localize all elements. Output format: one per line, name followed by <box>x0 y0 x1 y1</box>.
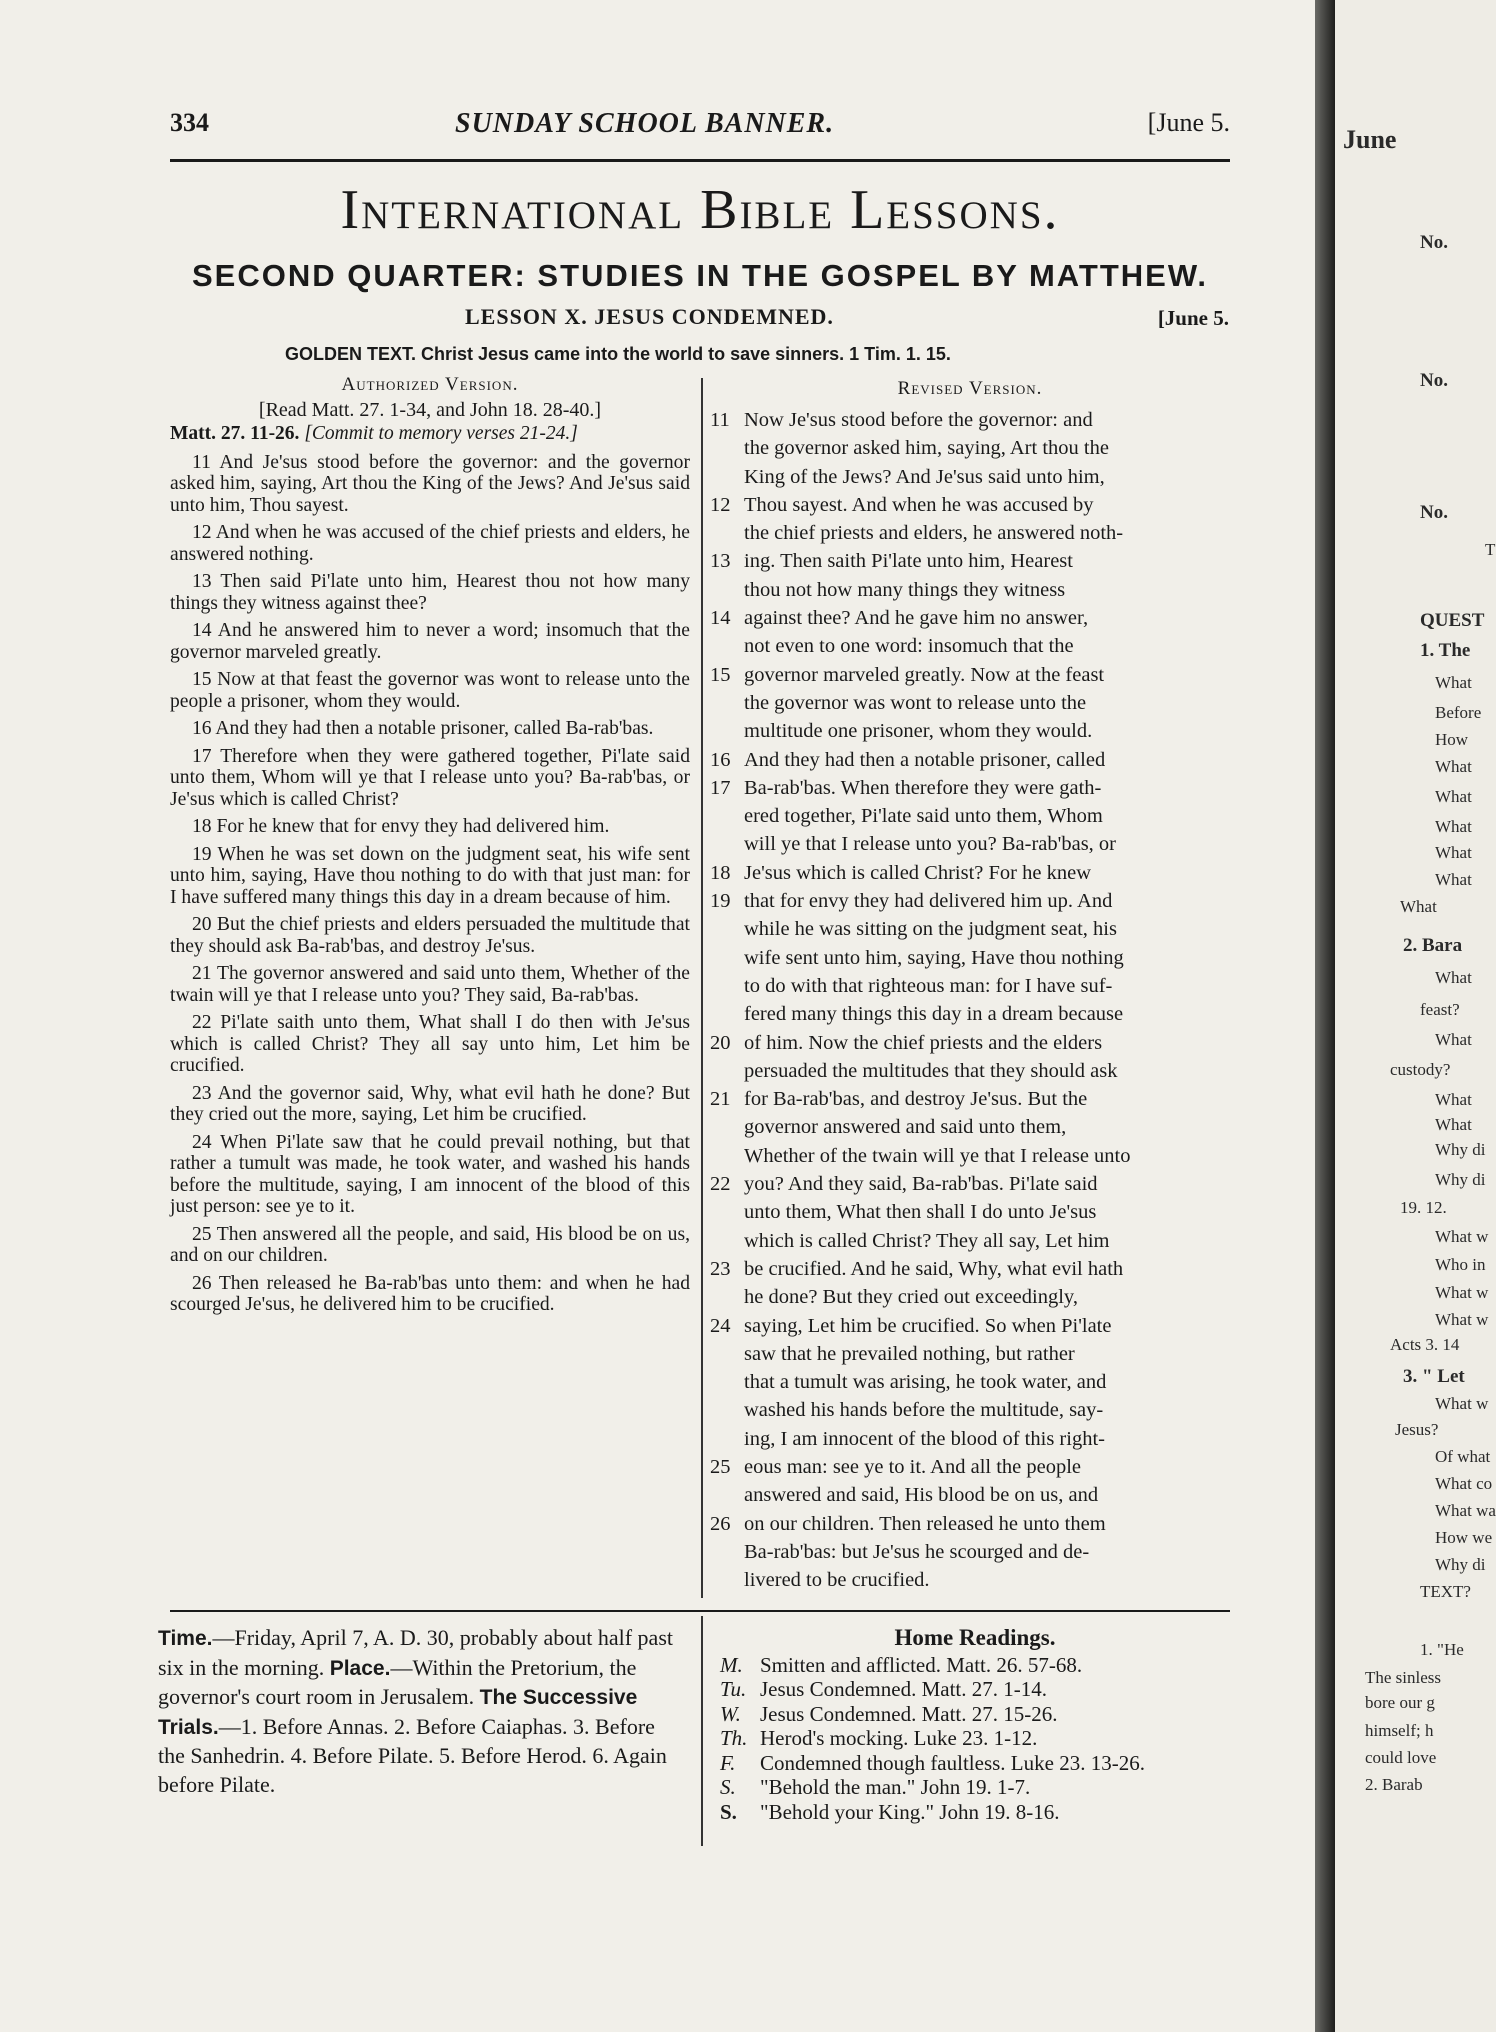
facing-page-fragment: T <box>1485 540 1496 559</box>
facing-page-edge <box>1335 0 1496 2032</box>
rv-line-text: persuaded the multitudes that they should ask <box>744 1059 1118 1082</box>
home-reading-item <box>720 1775 1230 1800</box>
rv-line-text: Ba-rab'bas. When therefore they were gath- <box>744 776 1102 799</box>
rv-line-text: governor marveled greatly. Now at the feast <box>744 663 1105 686</box>
rv-verse-number: 20 <box>710 1031 731 1054</box>
facing-page-fragment: What <box>1435 1090 1472 1109</box>
rv-line-text: to do with that righteous man: for I have suf- <box>744 974 1113 997</box>
rv-line-text: ing, I am innocent of the blood of this right- <box>744 1427 1105 1450</box>
rv-line-text: thou not how many things they witness <box>744 578 1066 601</box>
book-gutter <box>1315 0 1335 2032</box>
rv-line <box>710 1198 1230 1226</box>
facing-page-fragment: June <box>1343 125 1397 154</box>
facing-page-fragment: Why di <box>1435 1170 1486 1189</box>
rv-line <box>710 1340 1230 1368</box>
facing-page-fragment: What <box>1435 1115 1472 1134</box>
rv-line-text: that for envy they had delivered him up. And <box>744 890 1113 913</box>
header-rule <box>170 159 1230 162</box>
reading-day: M. <box>720 1652 743 1677</box>
facing-page-fragment: The sinless <box>1365 1668 1442 1687</box>
facing-page-fragment: What wa <box>1435 1501 1496 1520</box>
av-verse: 19 When he was set down on the judgment seat, his wife sent unto him, saying, Have thou nothing to do with that just man: for I have suffered many things this day in a dream because of him. <box>170 843 690 908</box>
av-verse: 15 Now at that feast the governor was wont to release unto the people a prisoner, whom they would. <box>170 669 690 712</box>
av-verse: 21 The governor answered and said unto them, Whether of the twain will ye that I release unto you? They said, Ba-rab'bas. <box>170 963 690 1006</box>
rv-line-text: he done? But they cried out exceedingly, <box>744 1286 1078 1309</box>
rv-line <box>710 746 1230 774</box>
av-verse: 12 And when he was accused of the chief priests and elders, he answered nothing. <box>170 522 690 565</box>
facing-page-fragment: What <box>1435 787 1472 806</box>
facing-page-fragment: Jesus? <box>1395 1420 1439 1439</box>
rv-verse-number: 19 <box>710 890 731 913</box>
facing-page-fragment: What <box>1435 817 1472 836</box>
rv-line-text: multitude one prisoner, whom they would. <box>744 720 1093 743</box>
rv-line <box>710 1425 1230 1453</box>
rv-line <box>710 1057 1230 1085</box>
facing-page-fragment: How we <box>1435 1528 1493 1547</box>
home-reading-item <box>720 1702 1230 1727</box>
page-number: 334 <box>170 108 209 137</box>
reading-day: Tu. <box>720 1677 747 1701</box>
av-verse: 14 And he answered him to never a word; insomuch that the governor marveled greatly. <box>170 620 690 663</box>
rv-line <box>710 972 1230 1000</box>
rv-line-text: you? And they said, Ba-rab'bas. Pi'late said <box>744 1173 1098 1196</box>
authorized-heading: Authorized Version. <box>341 374 519 395</box>
facing-page-fragment: TEXT? <box>1420 1582 1471 1601</box>
facing-page-fragment: bore our g <box>1365 1693 1435 1712</box>
rv-line <box>710 915 1230 943</box>
rv-line-text: King of the Jews? And Je'sus said unto him, <box>744 465 1105 488</box>
rv-line <box>710 632 1230 660</box>
rv-line <box>710 859 1230 887</box>
facing-page-fragment: 19. 12. <box>1400 1198 1447 1217</box>
facing-page-fragment: What w <box>1435 1394 1489 1413</box>
av-verse: 23 And the governor said, Why, what evil hath he done? But they cried out the more, saying, Let him be crucified. <box>170 1082 690 1125</box>
rv-line <box>710 944 1230 972</box>
running-head <box>170 108 1230 148</box>
rv-line-text: be crucified. And he said, Why, what evil hath <box>744 1257 1124 1280</box>
rv-line-text: will ye that I release unto you? Ba-rab'bas, or <box>744 833 1116 856</box>
reading-text: "Behold your King." John 19. 8-16. <box>760 1799 1060 1824</box>
facing-page-fragment: custody? <box>1390 1060 1451 1079</box>
facing-page-fragment: could love <box>1365 1748 1437 1767</box>
facing-page-fragment: 1. The <box>1420 640 1471 661</box>
facing-page-fragment: What co <box>1435 1474 1493 1493</box>
rv-verse-number: 18 <box>710 861 731 884</box>
reading-text: "Behold the man." John 19. 1-7. <box>760 1775 1031 1799</box>
rv-line-text: Je'sus which is called Christ? For he knew <box>744 861 1092 884</box>
rv-line-text: while he was sitting on the judgment seat, his <box>744 918 1117 941</box>
lesson-title: LESSON X. JESUS CONDEMNED. <box>465 304 834 329</box>
facing-page-fragment: What w <box>1435 1227 1489 1246</box>
rv-line <box>710 1453 1230 1481</box>
quarter-subtitle: SECOND QUARTER: STUDIES IN THE GOSPEL BY MATTHEW. <box>191 258 1208 293</box>
rv-line-text: And they had then a notable prisoner, called <box>744 748 1106 771</box>
rv-line <box>710 463 1230 491</box>
reading-text: Herod's mocking. Luke 23. 1-12. <box>760 1726 1038 1750</box>
rv-line-text: answered and said, His blood be on us, and <box>744 1484 1099 1507</box>
reading-text: Smitten and afflicted. Matt. 26. 57-68. <box>760 1652 1083 1677</box>
rv-line <box>710 406 1230 434</box>
rv-verse-number: 15 <box>710 663 731 686</box>
rv-line-text: Now Je'sus stood before the governor: and <box>744 409 1093 431</box>
facing-page-fragment: What <box>1435 843 1472 862</box>
commit-note: [Commit to memory verses 21-24.] <box>304 422 578 444</box>
place-text: —Within the Pretorium, the governor's court room in Jerusalem. <box>158 1654 637 1709</box>
journal-title: SUNDAY SCHOOL BANNER. <box>455 108 835 139</box>
home-reading-item <box>720 1726 1230 1751</box>
reading-day: W. <box>720 1701 741 1726</box>
av-verse: 11 And Je'sus stood before the governor: and the governor asked him, saying, Art thou the King of the Jews? And Je'sus said unto him, Thou sayest. <box>170 451 690 516</box>
facing-page-fragment: Why di <box>1435 1555 1486 1574</box>
rv-line <box>710 689 1230 717</box>
reading-text: Condemned though faultless. Luke 23. 13-26. <box>760 1750 1145 1775</box>
reading-text: Jesus Condemned. Matt. 27. 1-14. <box>760 1677 1047 1701</box>
trials-label: The Successive Trials. <box>158 1686 638 1739</box>
rv-line <box>710 1368 1230 1396</box>
home-reading-item <box>720 1800 1230 1825</box>
revised-version-column <box>710 374 1230 1594</box>
av-verse: 13 Then said Pi'late unto him, Hearest thou not how many things they witness against thee? <box>170 571 690 614</box>
facing-page-fragment: himself; h <box>1365 1721 1434 1740</box>
authorized-verses <box>170 452 690 1316</box>
facing-page-fragment: No. <box>1420 370 1448 391</box>
trials-text: —1. Before Annas. 2. Before Caiaphas. 3. Before the Sanhedrin. 4. Before Pilate. 5. Before Herod. 6. Again before Pilate. <box>158 1713 667 1797</box>
rv-line <box>710 1481 1230 1509</box>
av-verse: 16 And they had then a notable prisoner, called Ba-rab'bas. <box>192 718 654 739</box>
rv-line-text: eous man: see ye to it. And all the people <box>744 1455 1082 1478</box>
home-reading-item <box>720 1677 1230 1702</box>
rv-line <box>710 1566 1230 1594</box>
rv-line-text: Whether of the twain will ye that I release unto <box>744 1144 1131 1167</box>
rv-line-text: not even to one word: insomuch that the <box>744 635 1074 658</box>
rv-line <box>710 1312 1230 1340</box>
av-verse: 24 When Pi'late saw that he could prevail nothing, but that rather a tumult was made, he took water, and washed his hands before the multitude, saying, I am innocent of the blood of this just person: see ye to it. <box>170 1131 690 1217</box>
rv-verse-number: 25 <box>710 1455 731 1478</box>
facing-page-fragment: What <box>1400 897 1437 916</box>
facing-page-fragment: 2. Barab <box>1365 1775 1423 1794</box>
rv-line <box>710 1510 1230 1538</box>
av-verse: 25 Then answered all the people, and said, His blood be on us, and on our children. <box>170 1223 690 1266</box>
rv-line-text: ing. Then saith Pi'late unto him, Hearest <box>744 550 1073 573</box>
rv-line-text: for Ba-rab'bas, and destroy Je'sus. But the <box>744 1088 1088 1111</box>
reading-day: S. <box>720 1775 736 1799</box>
rv-verse-number: 11 <box>710 409 730 431</box>
rv-verse-number: 12 <box>710 493 731 516</box>
place-label: Place. <box>329 1656 391 1680</box>
rv-line <box>710 434 1230 462</box>
rv-line <box>710 1396 1230 1424</box>
bottom-column-divider <box>701 1616 703 1846</box>
av-verse: 22 Pi'late saith unto them, What shall I do then with Je'sus which is called Christ? They all say unto him, Let him be crucified. <box>170 1012 690 1076</box>
rv-line <box>710 1029 1230 1057</box>
rv-line-text: the chief priests and elders, he answered noth- <box>744 522 1124 545</box>
rv-line-text: fered many things this day in a dream because <box>744 1003 1124 1026</box>
rv-line <box>710 519 1230 547</box>
reading-day: Th. <box>720 1726 748 1750</box>
reading-day: F. <box>720 1750 736 1775</box>
revised-lines <box>710 406 1230 1594</box>
rv-line <box>710 1000 1230 1028</box>
commit-line <box>170 422 690 446</box>
rv-line <box>710 1170 1230 1198</box>
rv-line <box>710 661 1230 689</box>
column-divider <box>701 378 703 1598</box>
rv-line <box>710 576 1230 604</box>
rv-line <box>710 887 1230 915</box>
authorized-version-column <box>170 374 690 1316</box>
facing-page-fragment: Why di <box>1435 1140 1486 1159</box>
facing-page-fragment: No. <box>1420 502 1448 523</box>
av-verse: 20 But the chief priests and elders persuaded the multitude that they should ask Ba-rab'bas, and destroy Je'sus. <box>170 914 690 957</box>
rv-line <box>710 547 1230 575</box>
facing-page-fragment: What <box>1435 1030 1472 1049</box>
time-text: —Friday, April 7, A. D. 30, probably about half past six in the morning. <box>158 1625 673 1680</box>
section-rule <box>170 1610 1230 1612</box>
rv-line <box>710 604 1230 632</box>
facing-page-fragment: What <box>1435 870 1472 889</box>
rv-line-text: saw that he prevailed nothing, but rather <box>744 1342 1075 1365</box>
rv-line-text: livered to be crucified. <box>744 1569 930 1592</box>
home-readings-title: Home Readings. <box>894 1625 1056 1650</box>
facing-page-fragment: What <box>1435 673 1472 692</box>
facing-page-fragment: 2. Bara <box>1403 935 1463 956</box>
rv-line-text: of him. Now the chief priests and the elders <box>744 1031 1103 1054</box>
home-readings <box>720 1626 1230 1824</box>
commit-reference: Matt. 27. 11-26. <box>170 422 300 444</box>
rv-verse-number: 21 <box>710 1088 731 1111</box>
rv-line-text: on our children. Then released he unto them <box>744 1512 1106 1535</box>
facing-page-fragment: What w <box>1435 1283 1489 1302</box>
rv-line-text: Ba-rab'bas: but Je'sus he scourged and de- <box>744 1540 1090 1563</box>
page-title: International Bible Lessons. <box>340 179 1060 241</box>
rv-line-text: that a tumult was arising, he took water, and <box>744 1371 1107 1394</box>
rv-line-text: Thou sayest. And when he was accused by <box>744 493 1094 516</box>
facing-page-fragment: feast? <box>1420 1000 1460 1019</box>
rv-line <box>710 774 1230 802</box>
rv-line <box>710 717 1230 745</box>
rv-verse-number: 24 <box>710 1314 731 1337</box>
rv-line-text: governor answered and said unto them, <box>744 1116 1067 1139</box>
rv-line-text: washed his hands before the multitude, say- <box>744 1399 1104 1422</box>
reading-text: Jesus Condemned. Matt. 27. 15-26. <box>760 1701 1058 1726</box>
revised-heading: Revised Version. <box>897 378 1043 399</box>
facing-page-fragment: No. <box>1420 232 1448 253</box>
facing-page-fragment: Acts 3. 14 <box>1390 1335 1460 1354</box>
rv-line-text: ered together, Pi'late said unto them, Whom <box>744 805 1103 828</box>
facing-page-fragment: Of what <box>1435 1447 1491 1466</box>
rv-verse-number: 26 <box>710 1512 731 1535</box>
rv-line <box>710 1142 1230 1170</box>
rv-line-text: unto them, What then shall I do unto Je'sus <box>744 1201 1097 1224</box>
facing-page-fragment: What <box>1435 968 1472 987</box>
rv-line-text: the governor was wont to release unto the <box>744 691 1087 714</box>
rv-line <box>710 491 1230 519</box>
time-label: Time. <box>158 1627 213 1650</box>
home-readings-list <box>720 1653 1230 1825</box>
golden-text: GOLDEN TEXT. Christ Jesus came into the world to save sinners. 1 Tim. 1. 15. <box>285 344 951 364</box>
rv-line <box>710 1283 1230 1311</box>
rv-line-text: against thee? And he gave him no answer, <box>744 607 1089 630</box>
rv-line <box>710 1538 1230 1566</box>
facing-page-fragment: Who in <box>1435 1255 1486 1274</box>
rv-line-text: the governor asked him, saying, Art thou the <box>744 437 1109 460</box>
rv-verse-number: 13 <box>710 550 731 573</box>
read-instruction: [Read Matt. 27. 1-34, and John 18. 28-40.] <box>258 398 602 421</box>
rv-verse-number: 22 <box>710 1173 731 1196</box>
facing-page-fragment: QUEST <box>1420 610 1485 631</box>
rv-line <box>710 1085 1230 1113</box>
header-date: [June 5. <box>1147 108 1230 137</box>
reading-day: S. <box>720 1799 737 1824</box>
facing-page-fragment: How <box>1435 730 1469 749</box>
rv-line-text: which is called Christ? They all say, Let him <box>744 1229 1110 1252</box>
rv-verse-number: 17 <box>710 776 731 799</box>
rv-verse-number: 16 <box>710 748 731 771</box>
rv-line <box>710 1227 1230 1255</box>
av-verse: 17 Therefore when they were gathered together, Pi'late said unto them, Whom will ye that I release unto you? Ba-rab'bas, or Je'sus which is called Christ? <box>170 745 690 810</box>
rv-line <box>710 1113 1230 1141</box>
facing-page-fragment: 1. "He <box>1420 1640 1464 1659</box>
rv-verse-number: 14 <box>710 607 731 630</box>
av-verse: 26 Then released he Ba-rab'bas unto them: and when he had scourged Je'sus, he delivered him to be crucified. <box>170 1272 690 1315</box>
facing-page-fragment: Before <box>1435 703 1482 722</box>
rv-verse-number: 23 <box>710 1257 731 1280</box>
rv-line <box>710 802 1230 830</box>
rv-line <box>710 830 1230 858</box>
facing-page-fragment: What <box>1435 757 1472 776</box>
av-verse: 18 For he knew that for envy they had delivered him. <box>192 816 610 837</box>
facing-page-fragment: 3. " Let <box>1403 1366 1465 1387</box>
home-reading-item <box>720 1751 1230 1776</box>
time-place-block <box>158 1624 678 1799</box>
facing-page-fragment: What w <box>1435 1310 1489 1329</box>
rv-line-text: saying, Let him be crucified. So when Pi'late <box>744 1314 1112 1337</box>
lesson-date: [June 5. <box>1157 306 1229 330</box>
rv-line-text: wife sent unto him, saying, Have thou nothing <box>744 946 1124 969</box>
rv-line <box>710 1255 1230 1283</box>
home-reading-item <box>720 1653 1230 1678</box>
